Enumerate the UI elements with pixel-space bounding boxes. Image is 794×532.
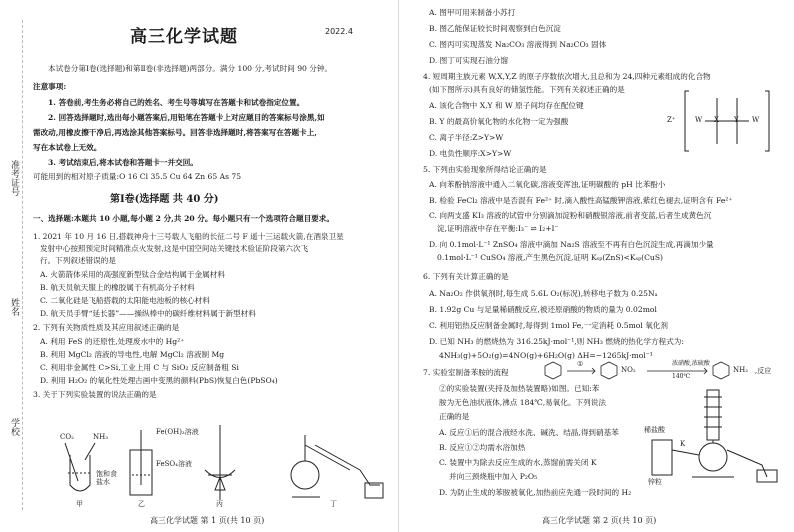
q7-reaction-scheme [537, 360, 782, 382]
q1-option: D. 航天员手臂“延长器”——操纵棒中的碳纤维材料属于新型材料 [40, 309, 256, 318]
q7-apparatus-figure [642, 385, 787, 485]
q7-option: C. 装置中为除去反应生成的水,蒸馏前需关闭 K [439, 458, 597, 467]
q7-line: 胺为无色油状液体,沸点 184℃,易氧化。下列说法 [439, 398, 606, 407]
binding-dashed-line [22, 20, 23, 510]
q3-apparatus-figure [30, 415, 390, 510]
instruction-line: 注意事项: [33, 82, 67, 91]
q3-stem: 3. 关于下列实验装置的说法正确的是 [33, 390, 157, 399]
atomic-mass-line: 可能用到的相对原子质量:O 16 Cl 35.5 Cu 64 Zn 65 As 75 [33, 172, 242, 181]
q4-option: B. Y 的最高价氧化物的水化物一定为强酸 [429, 117, 569, 126]
q5-option: D. 向 0.1mol·L⁻¹ ZnSO₄ 溶液中滴加 Na₂S 溶液至不再有白色沉淀生成,再滴加少量 [429, 240, 714, 249]
q2-option: D. 利用 H₂O₂ 的氧化性处理古画中变黑的颜料(PbS)恢复白色(PbSO₄) [40, 376, 278, 385]
binding-margin [0, 0, 30, 532]
right-page [397, 0, 794, 532]
scheme-reagent: 浓硝酸,浓硫酸 [672, 360, 710, 367]
q1-line: 1. 2021 年 10 月 16 日,搭载神舟十三号载人飞船的长征二号 F 遥十三运载火箭,在酒泉卫星 [33, 232, 344, 241]
q6-option: C. 利用铝热反应制备金属时,每得到 1mol Fe,一定消耗 0.5mol 氧化剂 [429, 321, 668, 330]
fig-label-yi: 乙 [138, 500, 145, 508]
q4-structure-figure [667, 86, 777, 156]
binding-label-school: 学校 [9, 418, 19, 436]
instruction-line: 本试卷分第Ⅰ卷(选择题)和第Ⅱ卷(非选择题)两部分。满分 100 分,考试时间 90 分钟。 [48, 64, 333, 73]
q5-line: 5. 下列由实验现象所得结论正确的是 [423, 165, 547, 174]
q7-line: ②的实验装置(夹持及加热装置略)如图。已知:苯 [439, 384, 600, 393]
instruction-line: 3. 考试结束后,将本试卷和答题卡一并交回。 [48, 158, 198, 167]
binding-label-exam-id: 准考证号 [9, 160, 19, 196]
exam-date: 2022.4 [325, 27, 353, 36]
structure-z-ion: Z⁺ [667, 116, 676, 124]
fig-label-jia: 甲 [76, 500, 83, 508]
structure-w: W [695, 116, 703, 124]
q6-option: A. Na₂O₂ 作供氧剂时,每生成 5.6L O₂(标况),转移电子数为 0.25Nₐ [429, 289, 658, 298]
q1-line: 发射中心按照预定时间精准点火发射,这是中国空间站关键技术验证阶段第六次飞 [40, 244, 309, 253]
apparatus-label-hcl: 稀盐酸 [644, 426, 665, 434]
q1-option: B. 航天员航天服上的橡胶属于有机高分子材料 [40, 283, 195, 292]
fig-label-co2: CO₂ [60, 433, 74, 441]
fig-label-feoh3: Fe(OH)₃溶液 [156, 428, 199, 436]
page-footer: 高三化学试题 第 1 页(共 10 页) [150, 516, 265, 525]
fig-label-brine: 饱和食盐水 [96, 470, 117, 486]
q4-structure-drawing [667, 86, 777, 156]
fig-label-feso4: FeSO₄溶液 [156, 460, 192, 468]
q2-option: A. 利用 FeS 的还原性,处理废水中的 Hg²⁺ [40, 337, 185, 346]
apparatus-label-zinc: 锌粒 [648, 478, 662, 486]
q2-option: C. 利用非金属性 C>Si,工业上用 C 与 SiO₂ 反应制备粗 Si [40, 363, 239, 372]
q5-option: 淀,证明溶液中存在平衡:I₃⁻ ⇌ I₂+I⁻ [437, 224, 559, 233]
q5-option: C. 向两支盛 KI₃ 溶液的试管中分别滴加淀粉和硝酸银溶液,前者变蓝,后者生成黄色沉 [429, 211, 712, 220]
q3-option: C. 图丙可实现蒸发 Na₂CO₃ 溶液得到 Na₂CO₃ 固体 [429, 40, 607, 49]
q4-line: 4. 短周期主族元素 W,X,Y,Z 的原子序数依次增大,且总和为 24,四种元素组成的化合物 [423, 72, 711, 81]
q3-option: D. 图丁可实现石油分馏 [429, 56, 508, 65]
instruction-line: 2. 回答选择题时,选出每小题答案后,用铅笔在答题卡上对应题目的答案标号涂黑,如 [48, 113, 325, 122]
q7-option: D. 为防止生成的苯胺被氧化,加热前应先通一段时间的 H₂ [439, 488, 632, 497]
instruction-line: 写在本试卷上无效。 [33, 143, 102, 152]
q3-option: A. 图甲可用来制备小苏打 [429, 8, 516, 17]
apparatus-drawing [30, 415, 390, 510]
section-intro: 一、选择题:本题共 10 小题,每小题 2 分,共 20 分。每小题只有一个选项符合题目要求。 [33, 214, 334, 223]
binding-label-name: 姓名 [9, 298, 19, 316]
scheme-temperature: 140℃ [672, 373, 691, 380]
section-title: 第Ⅰ卷(选择题 共 40 分) [110, 194, 219, 205]
scheme-nh2: NH₂ [733, 366, 749, 374]
scheme-no2: NO₂ [621, 366, 636, 374]
q4-line: (如下图所示)具有良好的储氢性能。下列有关叙述正确的是 [429, 85, 625, 94]
q4-option: C. 离子半径:Z>Y>W [429, 133, 504, 142]
instruction-line: 1. 答卷前,考生务必将自己的姓名、考生号等填写在答题卡和试卷指定位置。 [48, 98, 305, 107]
q5-option: 0.1mol·L⁻¹ CuSO₄ 溶液,产生黑色沉淀,证明 Kₛₚ(ZnS)<Kₛₚ(CuS) [437, 253, 663, 262]
q2-stem: 2. 下列有关物质性质及其应用叙述正确的是 [33, 323, 180, 332]
q4-option: D. 电负性顺序:X>Y>W [429, 149, 512, 158]
structure-w: W [752, 116, 760, 124]
q5-option: B. 检验 FeCl₂ 溶液中是否混有 Fe²⁺ 时,滴入酸性高锰酸钾溶液,紫红色褪去,证明含有 Fe²⁺ [429, 196, 733, 205]
q7-line: 7. 实验室制备苯胺的流程 [423, 368, 509, 377]
q1-option: C. 二氧化硅是飞船搭载的太阳能电池板的核心材料 [40, 296, 210, 305]
scheme-step-1: ① [577, 360, 584, 368]
q6-option: B. 1.92g Cu 与足量稀硝酸反应,被还原硝酸的物质的量为 0.02mol [429, 305, 657, 314]
q2-option: B. 利用 MgCl₂ 溶液的导电性,电解 MgCl₂ 溶液制 Mg [40, 350, 225, 359]
instruction-line: 需改动,用橡皮擦干净后,再选涂其他答案标号。回答非选择题时,将答案写在答题卡上, [33, 128, 317, 137]
q6-line: 6. 下列有关计算正确的是 [423, 272, 509, 281]
page-footer: 高三化学试题 第 2 页(共 10 页) [542, 516, 657, 525]
apparatus-label-k: K [680, 440, 686, 448]
structure-y: Y [734, 116, 739, 124]
exam-title: 高三化学试题 [130, 27, 238, 47]
q7-option: 并向三颈烧瓶中加入 P₂O₅ [449, 472, 538, 481]
q6-option: D. 已知 NH₃ 的燃烧热为 316.25kJ·mol⁻¹,则 NH₃ 燃烧的热化学方程式为: [429, 337, 684, 346]
q4-option: A. 该化合物中 X,Y 和 W 原子间均存在配位键 [429, 101, 584, 110]
structure-x: X [714, 116, 719, 124]
q5-option: A. 向苯酚钠溶液中通入二氧化碳,溶液变浑浊,证明碳酸的 pH 比苯酚小 [429, 180, 666, 189]
q6-equation: 4NH₃(g)+5O₂(g)=4NO(g)+6H₂O(g) ΔH=−1265kJ·mol⁻¹ [439, 351, 653, 360]
scheme-tail: ,反应 [755, 367, 772, 375]
q1-option: A. 火箭箭体采用的高强度新型钛合金结构属于金属材料 [40, 270, 225, 279]
fig-label-bing: 丙 [216, 500, 223, 508]
q7-line: 正确的是 [439, 412, 470, 421]
q7-apparatus-drawing [642, 385, 787, 485]
fig-label-nh3: NH₃ [93, 433, 109, 441]
q3-option: B. 图乙能保证较长时间观察到白色沉淀 [429, 24, 561, 33]
q7-option: B. 反应①②均需水浴加热 [439, 443, 526, 452]
q1-line: 行。下列叙述错误的是 [40, 256, 116, 265]
fig-label-ding: 丁 [330, 500, 337, 508]
q7-option: A. 反应①后的混合液经水洗、碱洗、结晶,得到硝基苯 [439, 428, 619, 437]
